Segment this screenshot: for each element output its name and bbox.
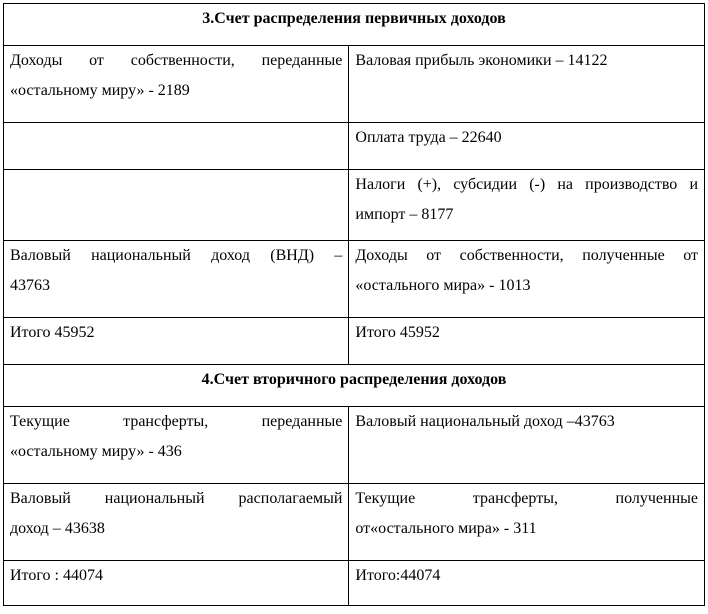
table-row [4,170,705,241]
table-row [4,407,705,484]
cell-text: «остальному миру» - 436 [10,443,182,460]
table-row [4,46,705,123]
total-left: Итого : 44074 [4,561,349,606]
table-cell-right [349,46,705,123]
table-cell-left [4,123,349,170]
cell-text: Текущие трансферты, полученные [355,490,698,507]
table-cell-right [349,123,705,170]
section4-title: 4.Счет вторичного распределения доходов [4,365,705,407]
table-cell-left [4,46,349,123]
table-cell-left [4,170,349,241]
table-cell-left [4,484,349,561]
total-left: Итого 45952 [4,318,349,365]
cell-text: Доходы от собственности, полученные от [355,247,698,264]
table-row-total [4,561,705,606]
cell-text: «остальному миру» - 2189 [10,82,190,99]
table-row [4,123,705,170]
table-cell-left [4,407,349,484]
table-cell-right [349,407,705,484]
section4-header-row [4,365,705,407]
total-right: Итого:44074 [349,561,705,606]
table-row [4,484,705,561]
cell-text: Текущие трансферты, переданные [10,413,343,430]
table-cell-right [349,484,705,561]
cell-text: Оплата труда – 22640 [355,129,502,146]
table-row-total [4,318,705,365]
cell-text: Валовая прибыль экономики – 14122 [355,52,608,69]
accounts-table [3,3,705,606]
cell-text: от«остального мира» - 311 [355,520,537,537]
table-cell-right [349,241,705,318]
total-right: Итого 45952 [349,318,705,365]
section3-title: 3.Счет распределения первичных доходов [4,4,705,46]
table-cell-left [4,241,349,318]
cell-text: 43763 [10,277,50,294]
cell-text: доход – 43638 [10,520,105,537]
cell-text: Валовый национальный доход (ВНД) – [10,247,343,264]
cell-text: Валовый национальный доход –43763 [355,413,615,430]
cell-text: Доходы от собственности, переданные [10,52,343,69]
cell-text: Валовый национальный располагаемый [10,490,343,507]
cell-text: импорт – 8177 [355,206,454,223]
cell-text: «остального мира» - 1013 [355,277,531,294]
table-row [4,241,705,318]
section3-header-row [4,4,705,46]
cell-text: Налоги (+), субсидии (-) на производство и [355,176,698,193]
table-cell-right [349,170,705,241]
